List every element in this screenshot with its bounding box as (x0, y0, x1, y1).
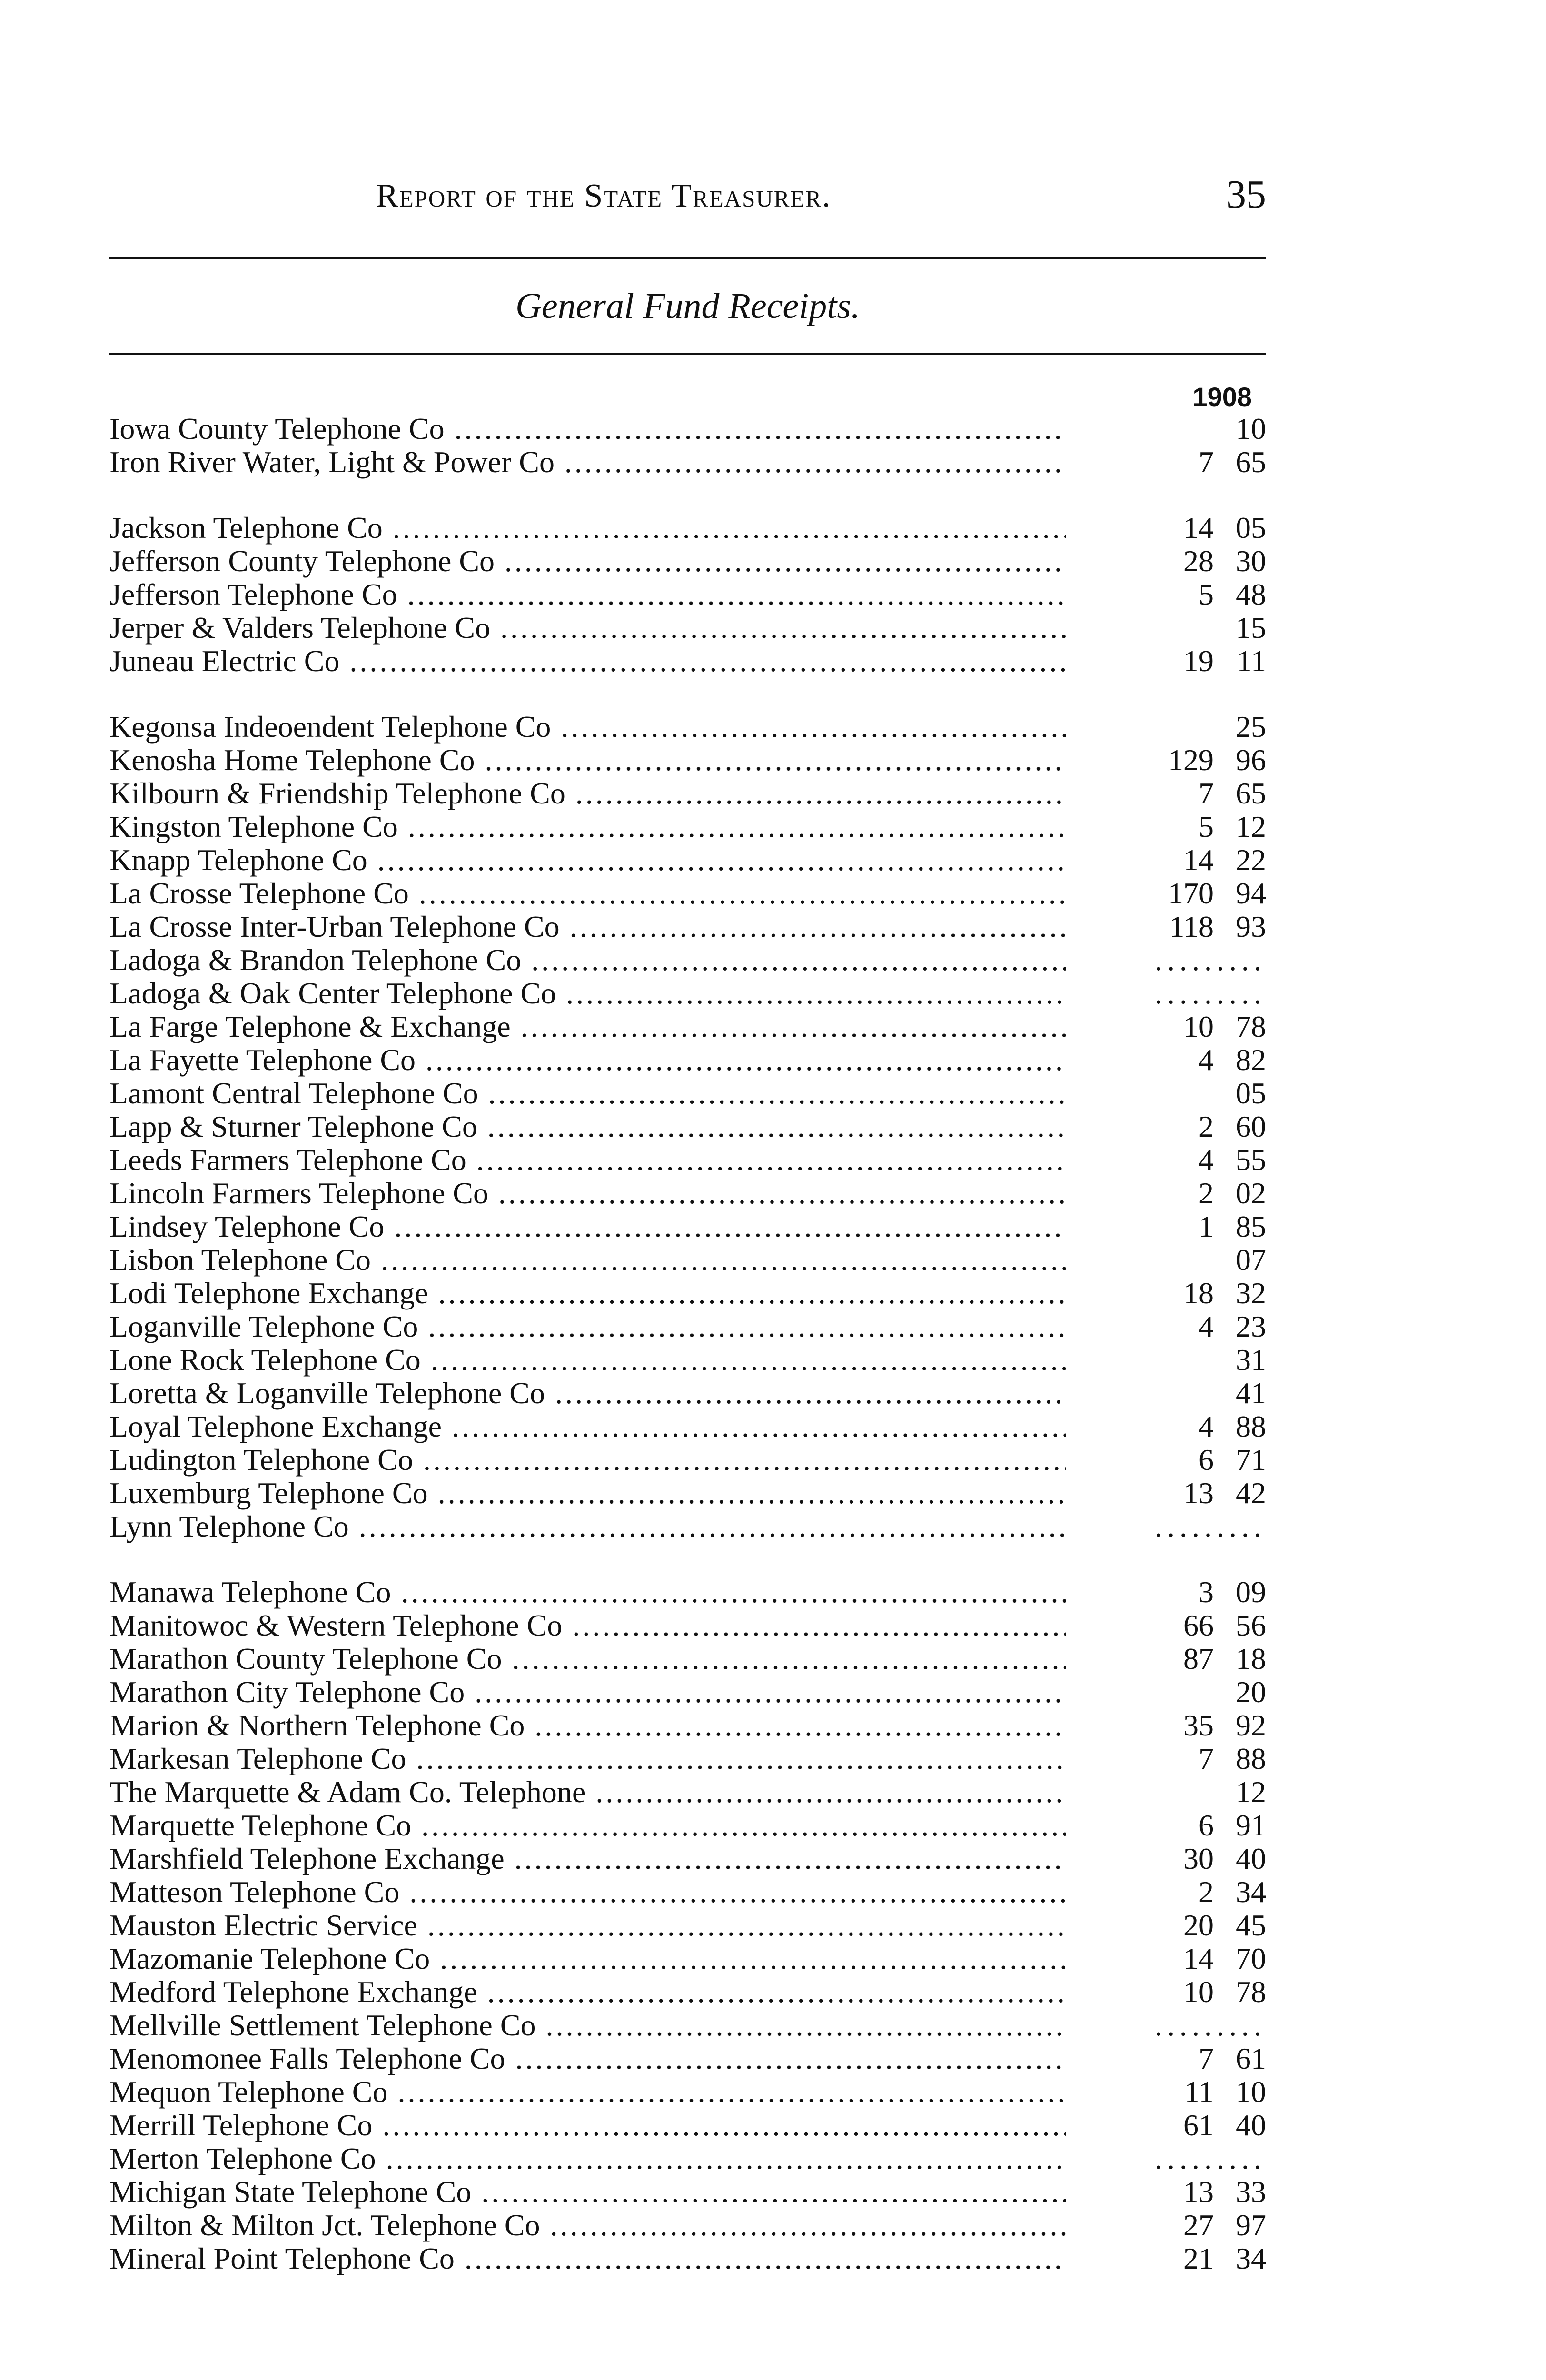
receipt-amount (1066, 1277, 1266, 1310)
company-name: Milton & Milton Jct. Telephone Co ..... (109, 2209, 1066, 2242)
company-name: Medford Telephone Exchange ..... (109, 1975, 1066, 2009)
amount-dollars (1142, 611, 1214, 645)
ledger-row (109, 412, 1266, 446)
ledger-row (109, 710, 1266, 744)
ledger-row (109, 1642, 1266, 1676)
ledger-row (109, 1377, 1266, 1410)
receipt-amount (1066, 1709, 1266, 1742)
ledger-row (109, 2075, 1266, 2109)
amount-cents: 40 (1236, 1842, 1266, 1875)
page-number: 35 (1226, 172, 1266, 217)
receipt-amount (1066, 578, 1266, 611)
amount-cents: 71 (1236, 1443, 1266, 1477)
amount-cents: 34 (1236, 1875, 1266, 1909)
column-header (109, 355, 1266, 412)
amount-cents: 61 (1236, 2042, 1266, 2075)
amount-cents: 41 (1236, 1376, 1266, 1410)
amount-cents: 15 (1236, 611, 1266, 645)
amount-dollars: 13 (1183, 1476, 1214, 1510)
amount-dollars: 7 (1199, 2042, 1214, 2075)
ledger-row (109, 1510, 1266, 1543)
amount-cents: 05 (1236, 1076, 1266, 1110)
amount-cents: 82 (1236, 1043, 1266, 1077)
company-name: Kilbourn & Friendship Telephone Co ..... (109, 777, 1066, 810)
company-name: Mauston Electric Service ..... (109, 1909, 1066, 1942)
amount-cents: 07 (1236, 1243, 1266, 1277)
amount-dollars: 66 (1183, 1608, 1214, 1642)
amount-dollars: 2 (1199, 1875, 1214, 1909)
receipt-amount (1066, 1210, 1266, 1243)
no-receipt-leader: ......... (1155, 943, 1266, 977)
amount-cents: 85 (1236, 1210, 1266, 1243)
company-name: Ladoga & Oak Center Telephone Co ..... (109, 977, 1066, 1010)
amount-dollars: 10 (1183, 1010, 1214, 1043)
ledger-row (109, 1875, 1266, 1909)
ledger-row (109, 2142, 1266, 2175)
amount-dollars (1142, 1676, 1214, 1709)
ledger-group (109, 511, 1266, 678)
company-name: Lamont Central Telephone Co ..... (109, 1077, 1066, 1110)
receipt-amount (1066, 2109, 1266, 2142)
ledger-row (109, 2175, 1266, 2209)
ledger-row (109, 1043, 1266, 1077)
amount-dollars: 19 (1183, 644, 1214, 678)
no-receipt-leader: ......... (1155, 2142, 1266, 2175)
ledger-row (109, 2109, 1266, 2142)
company-name: Lindsey Telephone Co ..... (109, 1210, 1066, 1243)
ledger-row (109, 446, 1266, 479)
amount-dollars: 35 (1183, 1708, 1214, 1742)
receipt-amount (1066, 2242, 1266, 2275)
company-name: La Fayette Telephone Co ..... (109, 1043, 1066, 1077)
receipt-amount (1066, 1909, 1266, 1942)
amount-dollars: 11 (1184, 2075, 1214, 2109)
ledger-row (109, 1842, 1266, 1875)
receipt-amount (1066, 877, 1266, 910)
amount-cents: 22 (1236, 843, 1266, 877)
company-name: Loyal Telephone Exchange ..... (109, 1410, 1066, 1443)
ledger-row (109, 943, 1266, 977)
amount-cents: 97 (1236, 2208, 1266, 2242)
amount-cents: 40 (1236, 2108, 1266, 2142)
company-name: Lone Rock Telephone Co ..... (109, 1343, 1066, 1377)
ledger-row (109, 1909, 1266, 1942)
ledger-row (109, 1143, 1266, 1177)
company-name: Juneau Electric Co ..... (109, 645, 1066, 678)
column-year: 1908 (1192, 382, 1252, 412)
company-name: Iowa County Telephone Co ..... (109, 412, 1066, 446)
amount-cents: 31 (1236, 1343, 1266, 1377)
amount-dollars: 27 (1183, 2208, 1214, 2242)
company-name: Lynn Telephone Co ..... (109, 1510, 1066, 1543)
company-name: Knapp Telephone Co ..... (109, 843, 1066, 877)
company-name: Lapp & Sturner Telephone Co ..... (109, 1110, 1066, 1143)
amount-dollars: 28 (1183, 544, 1214, 578)
company-name: Kenosha Home Telephone Co ..... (109, 744, 1066, 777)
receipt-amount (1066, 545, 1266, 578)
company-name: Mellville Settlement Telephone Co ..... (109, 2009, 1066, 2042)
receipt-amount (1066, 611, 1266, 645)
amount-cents: 78 (1236, 1975, 1266, 2009)
amount-dollars: 129 (1168, 743, 1214, 777)
document-page (109, 171, 1266, 2308)
company-name: Kegonsa Indeoendent Telephone Co ..... (109, 710, 1066, 744)
amount-cents: 10 (1236, 412, 1266, 446)
ledger-row (109, 1310, 1266, 1343)
ledger-row (109, 1077, 1266, 1110)
amount-cents: 33 (1236, 2175, 1266, 2209)
receipt-amount (1066, 511, 1266, 545)
amount-cents: 78 (1236, 1010, 1266, 1043)
running-title: Report of the State Treasurer. (376, 178, 832, 214)
amount-cents: 70 (1236, 1942, 1266, 1975)
amount-cents: 02 (1236, 1176, 1266, 1210)
receipt-amount (1066, 2142, 1266, 2175)
amount-dollars: 3 (1199, 1575, 1214, 1609)
company-name: Jerper & Valders Telephone Co ..... (109, 611, 1066, 645)
amount-dollars: 10 (1183, 1975, 1214, 2009)
company-name: Menomonee Falls Telephone Co ..... (109, 2042, 1066, 2075)
amount-cents: 10 (1236, 2075, 1266, 2109)
ledger-group (109, 710, 1266, 1543)
company-name: Kingston Telephone Co ..... (109, 810, 1066, 843)
ledger-row (109, 1709, 1266, 1742)
ledger-row (109, 1210, 1266, 1243)
company-name: Mineral Point Telephone Co ..... (109, 2242, 1066, 2275)
no-receipt-leader: ......... (1155, 2008, 1266, 2042)
ledger-row (109, 1277, 1266, 1310)
company-name: Michigan State Telephone Co ..... (109, 2175, 1066, 2209)
ledger-row (109, 645, 1266, 678)
amount-dollars: 1 (1199, 1210, 1214, 1243)
ledger-row (109, 910, 1266, 943)
ledger-row (109, 545, 1266, 578)
amount-dollars (1142, 1775, 1214, 1809)
ledger-row (109, 1177, 1266, 1210)
receipt-amount (1066, 777, 1266, 810)
amount-cents: 65 (1236, 776, 1266, 810)
amount-cents: 48 (1236, 577, 1266, 611)
ledger-row (109, 777, 1266, 810)
receipt-amount (1066, 1642, 1266, 1676)
amount-cents: 23 (1236, 1309, 1266, 1343)
ledger-row (109, 578, 1266, 611)
receipt-amount (1066, 910, 1266, 943)
amount-cents: 45 (1236, 1908, 1266, 1942)
amount-cents: 88 (1236, 1742, 1266, 1775)
company-name: Jefferson Telephone Co ..... (109, 578, 1066, 611)
amount-dollars: 7 (1199, 776, 1214, 810)
amount-cents: 34 (1236, 2241, 1266, 2275)
amount-dollars (1142, 412, 1214, 446)
amount-dollars: 118 (1169, 910, 1214, 943)
ledger-row (109, 744, 1266, 777)
company-name: Marshfield Telephone Exchange ..... (109, 1842, 1066, 1875)
amount-dollars (1142, 1243, 1214, 1277)
company-name: La Crosse Inter-Urban Telephone Co ..... (109, 910, 1066, 943)
receipt-amount (1066, 1510, 1266, 1543)
company-name: Marathon City Telephone Co ..... (109, 1676, 1066, 1709)
receipt-amount (1066, 943, 1266, 977)
ledger-row (109, 2042, 1266, 2075)
company-name: Manawa Telephone Co ..... (109, 1576, 1066, 1609)
company-name: La Crosse Telephone Co ..... (109, 877, 1066, 910)
amount-cents: 56 (1236, 1608, 1266, 1642)
company-name: Matteson Telephone Co ..... (109, 1875, 1066, 1909)
amount-cents: 60 (1236, 1110, 1266, 1143)
ledger-row (109, 810, 1266, 843)
amount-cents: 18 (1236, 1642, 1266, 1676)
running-head (109, 171, 1266, 224)
receipt-amount (1066, 1177, 1266, 1210)
receipt-amount (1066, 412, 1266, 446)
receipt-amount (1066, 1942, 1266, 1975)
receipt-amount (1066, 1477, 1266, 1510)
receipt-amount (1066, 446, 1266, 479)
ledger-row (109, 1477, 1266, 1510)
amount-cents: 12 (1236, 1775, 1266, 1809)
company-name: Lincoln Farmers Telephone Co ..... (109, 1177, 1066, 1210)
amount-dollars: 14 (1183, 1942, 1214, 1975)
no-receipt-leader: ......... (1155, 1509, 1266, 1543)
amount-dollars: 7 (1199, 445, 1214, 479)
amount-cents: 91 (1236, 1808, 1266, 1842)
receipt-amount (1066, 2175, 1266, 2209)
amount-dollars: 61 (1183, 2108, 1214, 2142)
ledger-row (109, 1975, 1266, 2009)
receipt-amount (1066, 1676, 1266, 1709)
amount-dollars: 18 (1183, 1276, 1214, 1310)
receipt-amount (1066, 810, 1266, 843)
company-name: Lisbon Telephone Co ..... (109, 1243, 1066, 1277)
amount-cents: 12 (1236, 810, 1266, 843)
receipt-amount (1066, 1243, 1266, 1277)
amount-cents: 93 (1236, 910, 1266, 943)
ledger-row (109, 1110, 1266, 1143)
ledger-row (109, 843, 1266, 877)
amount-dollars (1142, 1343, 1214, 1377)
amount-cents: 94 (1236, 876, 1266, 910)
company-name: Iron River Water, Light & Power Co ..... (109, 446, 1066, 479)
ledger-row (109, 1676, 1266, 1709)
company-name: Ludington Telephone Co ..... (109, 1443, 1066, 1477)
amount-cents: 88 (1236, 1409, 1266, 1443)
receipt-amount (1066, 1875, 1266, 1909)
company-name: Manitowoc & Western Telephone Co ..... (109, 1609, 1066, 1642)
ledger-row (109, 1010, 1266, 1043)
receipt-amount (1066, 1775, 1266, 1809)
company-name: Loretta & Loganville Telephone Co ..... (109, 1377, 1066, 1410)
amount-cents: 20 (1236, 1675, 1266, 1709)
amount-cents: 11 (1237, 644, 1266, 678)
amount-dollars: 4 (1199, 1043, 1214, 1077)
amount-dollars: 4 (1199, 1143, 1214, 1177)
amount-cents: 65 (1236, 445, 1266, 479)
ledger-row (109, 1343, 1266, 1377)
amount-dollars: 5 (1199, 810, 1214, 843)
ledger-row (109, 977, 1266, 1010)
amount-cents: 30 (1236, 544, 1266, 578)
company-name: Lodi Telephone Exchange ..... (109, 1277, 1066, 1310)
amount-cents: 96 (1236, 743, 1266, 777)
receipt-amount (1066, 2009, 1266, 2042)
ledger-row (109, 1775, 1266, 1809)
ledger-group (109, 1576, 1266, 2275)
ledger-row (109, 1609, 1266, 1642)
receipt-amount (1066, 1975, 1266, 2009)
receipt-amount (1066, 2075, 1266, 2109)
amount-dollars: 20 (1183, 1908, 1214, 1942)
amount-dollars: 30 (1183, 1842, 1214, 1875)
amount-dollars: 5 (1199, 577, 1214, 611)
ledger-row (109, 1576, 1266, 1609)
receipt-amount (1066, 710, 1266, 744)
ledger-row (109, 1742, 1266, 1775)
receipt-amount (1066, 2042, 1266, 2075)
company-name: The Marquette & Adam Co. Telephone ..... (109, 1775, 1066, 1809)
company-name: Jefferson County Telephone Co ..... (109, 545, 1066, 578)
company-name: Markesan Telephone Co ..... (109, 1742, 1066, 1775)
ledger-row (109, 1443, 1266, 1477)
receipts-ledger (109, 412, 1266, 2275)
company-name: Mazomanie Telephone Co ..... (109, 1942, 1066, 1975)
ledger-row (109, 1410, 1266, 1443)
receipt-amount (1066, 1443, 1266, 1477)
receipt-amount (1066, 1010, 1266, 1043)
amount-dollars: 87 (1183, 1642, 1214, 1676)
amount-cents: 05 (1236, 511, 1266, 545)
receipt-amount (1066, 1576, 1266, 1609)
ledger-row (109, 2242, 1266, 2275)
amount-dollars (1142, 710, 1214, 744)
receipt-amount (1066, 1043, 1266, 1077)
no-receipt-leader: ......... (1155, 976, 1266, 1010)
amount-dollars: 4 (1199, 1309, 1214, 1343)
amount-cents: 55 (1236, 1143, 1266, 1177)
company-name: Luxemburg Telephone Co ..... (109, 1477, 1066, 1510)
receipt-amount (1066, 1077, 1266, 1110)
company-name: Loganville Telephone Co ..... (109, 1310, 1066, 1343)
amount-cents: 92 (1236, 1708, 1266, 1742)
ledger-row (109, 2009, 1266, 2042)
receipt-amount (1066, 1377, 1266, 1410)
company-name: Ladoga & Brandon Telephone Co ..... (109, 943, 1066, 977)
ledger-row (109, 511, 1266, 545)
receipt-amount (1066, 1609, 1266, 1642)
amount-dollars: 21 (1183, 2241, 1214, 2275)
receipt-amount (1066, 1110, 1266, 1143)
amount-dollars: 14 (1183, 843, 1214, 877)
amount-dollars: 6 (1199, 1808, 1214, 1842)
ledger-group (109, 412, 1266, 479)
receipt-amount (1066, 1410, 1266, 1443)
company-name: Marquette Telephone Co ..... (109, 1809, 1066, 1842)
amount-dollars: 14 (1183, 511, 1214, 545)
amount-cents: 09 (1236, 1575, 1266, 1609)
ledger-row (109, 1942, 1266, 1975)
ledger-row (109, 611, 1266, 645)
amount-cents: 25 (1236, 710, 1266, 744)
receipt-amount (1066, 2209, 1266, 2242)
ledger-row (109, 877, 1266, 910)
amount-dollars: 4 (1199, 1409, 1214, 1443)
receipt-amount (1066, 744, 1266, 777)
company-name: Merrill Telephone Co ..... (109, 2109, 1066, 2142)
company-name: Mequon Telephone Co ..... (109, 2075, 1066, 2109)
amount-cents: 42 (1236, 1476, 1266, 1510)
company-name: Merton Telephone Co ..... (109, 2142, 1066, 2175)
receipt-amount (1066, 843, 1266, 877)
receipt-amount (1066, 1842, 1266, 1875)
amount-dollars: 13 (1183, 2175, 1214, 2209)
receipt-amount (1066, 1143, 1266, 1177)
ledger-row (109, 1809, 1266, 1842)
ledger-row (109, 2209, 1266, 2242)
amount-dollars (1142, 1377, 1214, 1410)
receipt-amount (1066, 645, 1266, 678)
company-name: La Farge Telephone & Exchange ..... (109, 1010, 1066, 1043)
receipt-amount (1066, 1742, 1266, 1775)
company-name: Marion & Northern Telephone Co ..... (109, 1709, 1066, 1742)
amount-dollars: 6 (1199, 1443, 1214, 1477)
amount-dollars: 170 (1168, 876, 1214, 910)
amount-dollars (1142, 1077, 1214, 1110)
company-name: Leeds Farmers Telephone Co ..... (109, 1143, 1066, 1177)
receipt-amount (1066, 977, 1266, 1010)
amount-cents: 32 (1236, 1276, 1266, 1310)
company-name: Marathon County Telephone Co ..... (109, 1642, 1066, 1676)
receipt-amount (1066, 1809, 1266, 1842)
section-title: General Fund Receipts. (515, 286, 860, 326)
amount-dollars: 2 (1199, 1176, 1214, 1210)
ledger-row (109, 1243, 1266, 1277)
company-name: Jackson Telephone Co ..... (109, 511, 1066, 545)
receipt-amount (1066, 1310, 1266, 1343)
amount-dollars: 2 (1199, 1110, 1214, 1143)
receipt-amount (1066, 1343, 1266, 1377)
amount-dollars: 7 (1199, 1742, 1214, 1775)
